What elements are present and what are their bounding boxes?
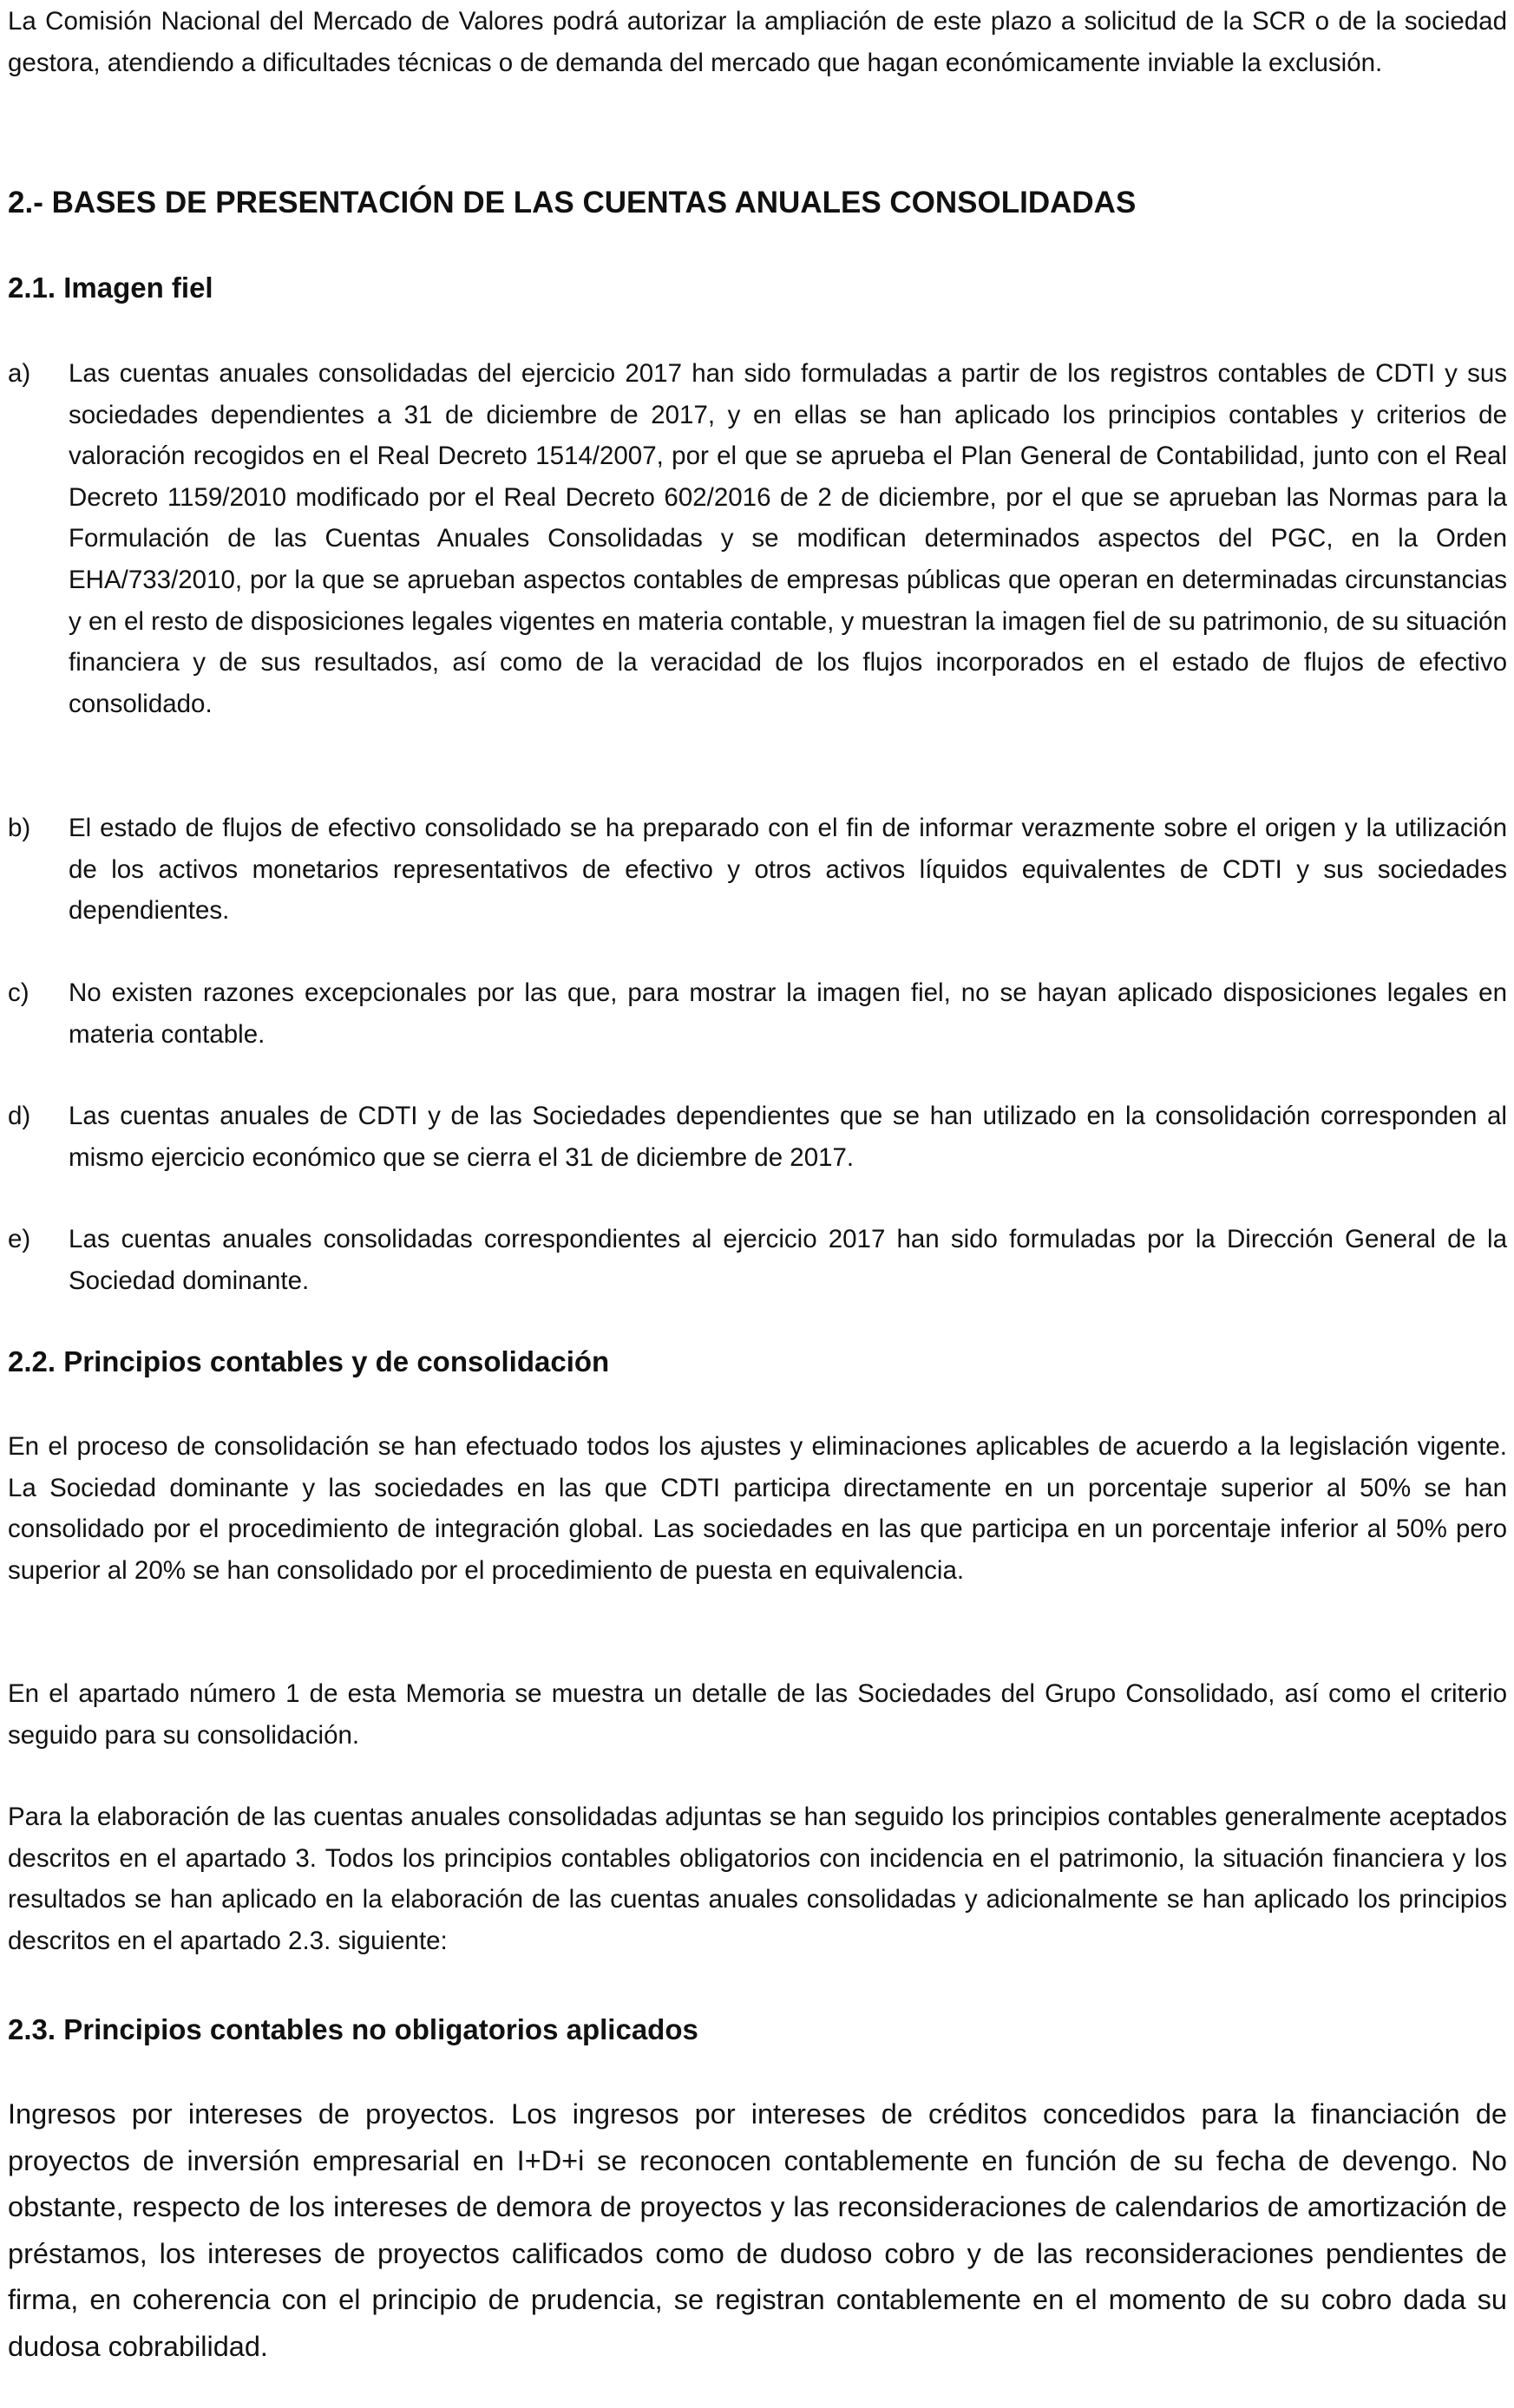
list-marker: b) bbox=[8, 814, 31, 842]
section-2-3-title: 2.3. Principios contables no obligatorios aplicados bbox=[8, 2013, 698, 2045]
list-item-text: El estado de flujos de efectivo consolidado se ha preparado con el fin de informar verazmente sobre el origen y la utilización de los activos monetarios representativos de efectivo y otros activos líquidos equivalentes de CDTI y sus sociedades dependientes. bbox=[69, 814, 1507, 926]
list-marker: c) bbox=[8, 978, 29, 1007]
group-detail-paragraph: En el apartado número 1 de esta Memoria se muestra un detalle de las Sociedades del Grupo Consolidado, así como el criterio seguido para su consolidación. bbox=[8, 1679, 1507, 1750]
section-2-2-title: 2.2. Principios contables y de consolidación bbox=[8, 1345, 610, 1377]
list-marker: d) bbox=[8, 1102, 31, 1130]
list-item-text: No existen razones excepcionales por las que, para mostrar la imagen fiel, no se hayan aplicado disposiciones legales en materia contable. bbox=[69, 978, 1507, 1049]
consolidation-paragraph: En el proceso de consolidación se han efectuado todos los ajustes y eliminaciones aplicables de acuerdo a la legislación vigente. La Sociedad dominante y las sociedades en las que CDTI participa directamente en un porcentaje superior al 50% se han consolidado por el procedimiento de integración global. Las sociedades en las que participa en un porcentaje inferior al 50% pero superior al 20% se han consolidado por el procedimiento de puesta en equivalencia. bbox=[8, 1432, 1507, 1585]
list-marker: a) bbox=[8, 359, 31, 388]
list-item-b bbox=[8, 808, 1507, 932]
list-marker: e) bbox=[8, 1225, 31, 1253]
list-item-a bbox=[8, 353, 1507, 724]
section-2-1-title: 2.1. Imagen fiel bbox=[8, 272, 213, 304]
list-item-c bbox=[8, 972, 1507, 1055]
list-item-text: Las cuentas anuales consolidadas del ejercicio 2017 han sido formuladas a partir de los registros contables de CDTI y sus sociedades dependientes a 31 de diciembre de 2017, y en ellas se han aplicado los principios contables y criterios de valoración recogidos en el Real Decreto 1514/2007, por el que se aprueba el Plan General de Contabilidad, junto con el Real Decreto 1159/2010 modificado por el Real Decreto 602/2016 de 2 de diciembre, por el que se aprueban las Normas para la Formulación de las Cuentas Anuales Consolidadas y se modifican determinados aspectos del PGC, en la Orden EHA/733/2010, por la que se aprueban aspectos contables de empresas públicas que operan en determinadas circunstancias y en el resto de disposiciones legales vigentes en materia contable, y muestran la imagen fiel de su patrimonio, de su situación financiera y de sus resultados, así como de la veracidad de los flujos incorporados en el estado de flujos de efectivo consolidado. bbox=[69, 359, 1507, 718]
list-item-text: Las cuentas anuales de CDTI y de las Sociedades dependientes que se han utilizado en la consolidación corresponden al mismo ejercicio económico que se cierra el 31 de diciembre de 2017. bbox=[69, 1102, 1507, 1172]
section-2-title: 2.- BASES DE PRESENTACIÓN DE LAS CUENTAS ANUALES CONSOLIDADAS bbox=[8, 186, 1137, 219]
list-item-e bbox=[8, 1219, 1507, 1301]
intro-paragraph: La Comisión Nacional del Mercado de Valores podrá autorizar la ampliación de este plazo a solicitud de la SCR o de la sociedad gestora, atendiendo a dificultades técnicas o de demanda del mercado que hagan económicamente inviable la exclusión. bbox=[8, 7, 1507, 77]
interest-income-paragraph: Ingresos por intereses de proyectos. Los ingresos por intereses de créditos concedidos para la financiación de proyectos de inversión empresarial en I+D+i se reconocen contablemente en función de su fecha de devengo. No obstante, respecto de los intereses de demora de proyectos y las reconsideraciones de calendarios de amortización de préstamos, los intereses de proyectos calificados como de dudoso cobro y de las reconsideraciones pendientes de firma, en coherencia con el principio de prudencia, se registran contablemente en el momento de su cobro dada su dudosa cobrabilidad. bbox=[8, 2098, 1507, 2362]
list-item-d bbox=[8, 1096, 1507, 1178]
accounting-principles-paragraph: Para la elaboración de las cuentas anuales consolidadas adjuntas se han seguido los principios contables generalmente aceptados descritos en el apartado 3. Todos los principios contables obligatorios con incidencia en el patrimonio, la situación financiera y los resultados se han aplicado en la elaboración de las cuentas anuales consolidadas y adicionalmente se han aplicado los principios descritos en el apartado 2.3. siguiente: bbox=[8, 1803, 1507, 1955]
list-item-text: Las cuentas anuales consolidadas correspondientes al ejercicio 2017 han sido formuladas por la Dirección General de la Sociedad dominante. bbox=[69, 1225, 1507, 1295]
